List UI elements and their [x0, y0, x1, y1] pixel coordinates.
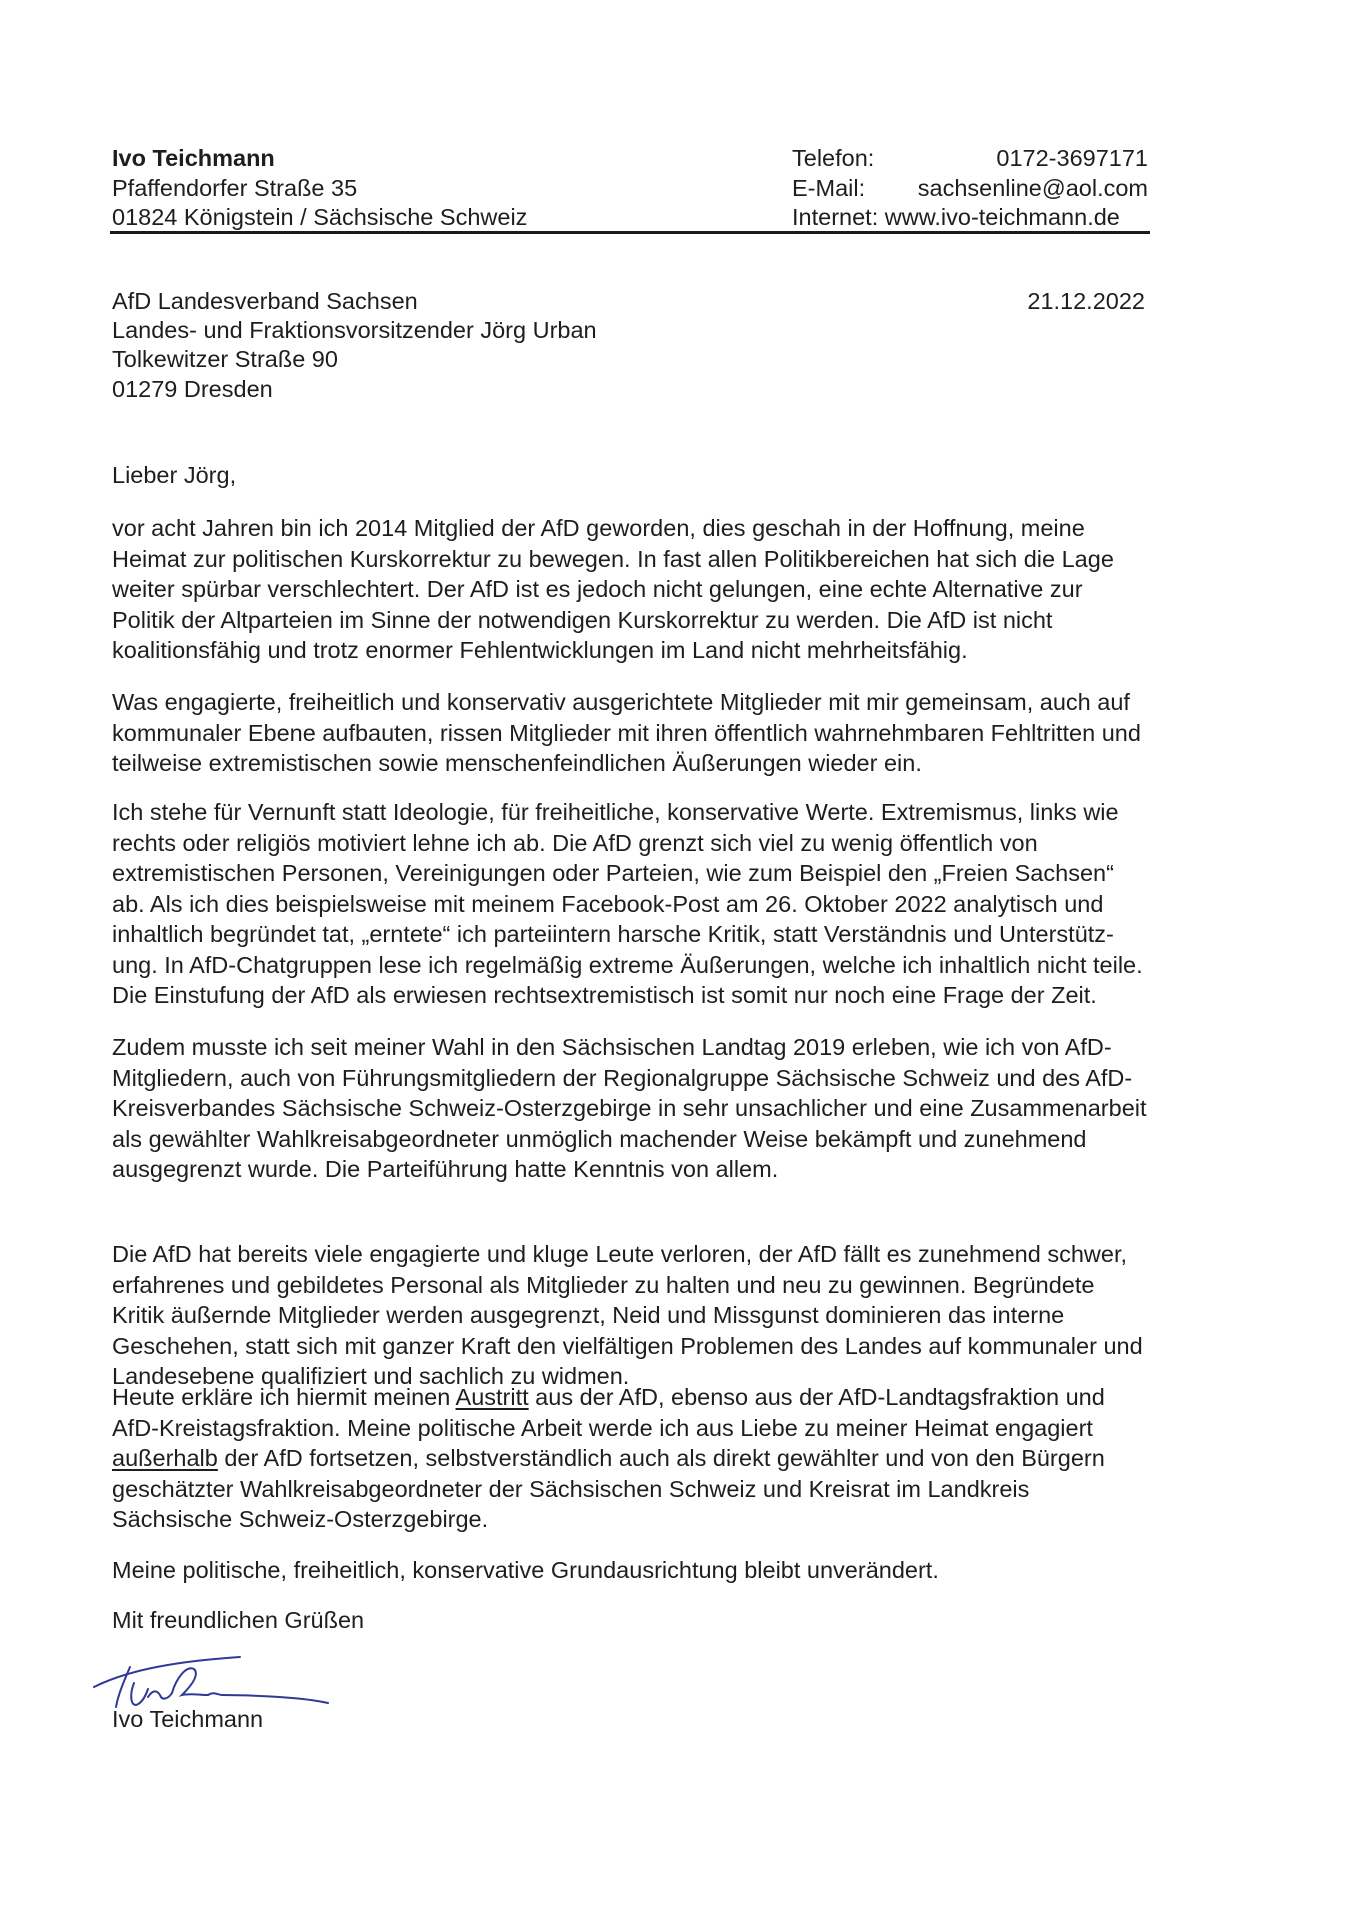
signatory-name: Ivo Teichmann	[112, 1706, 264, 1732]
recipient-line-1: AfD Landesverband Sachsen	[112, 288, 418, 314]
text-line: kommunaler Ebene aufbauten, rissen Mitglieder mit ihren öffentlich wahrnehmbaren Fehltritten und	[112, 719, 1141, 746]
text-line: AfD-Kreistagsfraktion. Meine politische Arbeit werde ich aus Liebe zu meiner Heimat engagiert	[112, 1414, 1093, 1441]
text-line: Die Einstufung der AfD als erwiesen rechtsextremistisch ist somit nur noch eine Frage der Zeit.	[112, 982, 1097, 1008]
text-line	[112, 1382, 1152, 1413]
text-fragment: der AfD fortsetzen, selbstverständlich auch als direkt gewählter und von den Bürgern	[217, 1445, 1105, 1471]
text-line: weiter spürbar verschlechtert. Der AfD ist es jedoch nicht gelungen, eine echte Alternative zur	[112, 576, 1083, 602]
text-line: Heimat zur politischen Kurskorrektur zu bewegen. In fast allen Politikbereichen hat sich die Lage	[112, 545, 1114, 572]
text-line: Geschehen, statt sich mit ganzer Kraft den vielfältigen Problemen des Landes auf kommunaler und	[112, 1332, 1143, 1359]
text-line: Landesebene qualifiziert und sachlich zu widmen.	[112, 1363, 630, 1389]
text-line: ung. In AfD-Chatgruppen lese ich regelmäßig extreme Äußerungen, welche ich inhaltlich nicht teile.	[112, 951, 1143, 978]
text-line: Die AfD hat bereits viele engagierte und kluge Leute verloren, der AfD fällt es zunehmend schwer,	[112, 1241, 1128, 1267]
recipient-line-2: Landes- und Fraktionsvorsitzender Jörg Urban	[112, 317, 597, 343]
text-line: geschätzter Wahlkreisabgeordneter der Sächsischen Schweiz und Kreisrat im Landkreis	[112, 1475, 1030, 1502]
phone-label: Telefon:	[792, 145, 875, 171]
text-line: vor acht Jahren bin ich 2014 Mitglied der AfD geworden, dies geschah in der Hoffnung, meine	[112, 515, 1085, 541]
text-line: Was engagierte, freiheitlich und konservativ ausgerichtete Mitglieder mit mir gemeinsam, auch auf	[112, 689, 1130, 715]
sender-city: 01824 Königstein / Sächsische Schweiz	[112, 204, 528, 230]
text-line: inhaltlich begründet tat, „erntete“ ich parteiintern harsche Kritik, statt Verständnis und Unterstütz-	[112, 921, 1114, 947]
paragraph-resignation	[112, 1382, 1152, 1535]
text-line: rechts oder religiös motiviert lehne ich ab. Die AfD grenzt sich viel zu wenig öffentlich von	[112, 829, 1038, 856]
text-line: Ich stehe für Vernunft statt Ideologie, für freiheitliche, konservative Werte. Extremismus, links wie	[112, 799, 1119, 825]
text-line: Kritik äußernde Mitglieder werden ausgegrenzt, Neid und Missgunst dominieren das interne	[112, 1302, 1065, 1328]
text-line: ab. Als ich dies beispielsweise mit meinem Facebook-Post am 26. Oktober 2022 analytisch und	[112, 890, 1104, 917]
final-statement: Meine politische, freiheitlich, konservative Grundausrichtung bleibt unverändert.	[112, 1557, 939, 1583]
paragraph-2	[112, 687, 1152, 779]
paragraph-5	[112, 1239, 1152, 1392]
text-line: als gewählter Wahlkreisabgeordneter unmöglich machender Weise bekämpft und zunehmend	[112, 1125, 1087, 1152]
text-line	[112, 1443, 1152, 1474]
contact-internet	[792, 202, 1120, 232]
phone-value: 0172-3697171	[996, 145, 1148, 171]
text-line: ausgegrenzt wurde. Die Parteiführung hatte Kenntnis von allem.	[112, 1156, 779, 1182]
sender-street: Pfaffendorfer Straße 35	[112, 175, 358, 201]
paragraph-4	[112, 1032, 1152, 1185]
letter-date: 21.12.2022	[1027, 288, 1145, 314]
recipient-line-4: 01279 Dresden	[112, 376, 273, 402]
text-line: Zudem musste ich seit meiner Wahl in den Sächsischen Landtag 2019 erleben, wie ich von AfD-	[112, 1034, 1112, 1060]
contact-phone	[792, 143, 1148, 173]
email-value: sachsenline@aol.com	[917, 175, 1148, 201]
letterhead-divider	[110, 231, 1150, 234]
text-line: Kreisverbandes Sächsische Schweiz-Osterzgebirge in sehr unsachlicher und eine Zusammenarbeit	[112, 1095, 1147, 1121]
email-label: E-Mail:	[792, 175, 866, 201]
recipient-line-3: Tolkewitzer Straße 90	[112, 346, 338, 372]
closing: Mit freundlichen Grüßen	[112, 1607, 365, 1633]
contact-email	[792, 173, 1148, 203]
ausserhalb-underlined: außerhalb	[112, 1445, 218, 1471]
internet-label: Internet:	[792, 204, 879, 230]
text-line: koalitionsfähig und trotz enormer Fehlentwicklungen im Land nicht mehrheitsfähig.	[112, 637, 968, 663]
paragraph-1	[112, 513, 1152, 666]
austritt-underlined: Austritt	[455, 1384, 529, 1410]
text-line: erfahrenes und gebildetes Personal als Mitglieder zu halten und neu zu gewinnen. Begründete	[112, 1271, 1095, 1298]
text-fragment: Heute erkläre ich hiermit meinen	[112, 1384, 456, 1410]
salutation: Lieber Jörg,	[112, 462, 237, 488]
text-line: Sächsische Schweiz-Osterzgebirge.	[112, 1506, 489, 1532]
text-line: Politik der Altparteien im Sinne der notwendigen Kurskorrektur zu werden. Die AfD ist nicht	[112, 606, 1053, 633]
text-fragment: aus der AfD, ebenso aus der AfD-Landtagsfraktion und	[528, 1384, 1105, 1410]
internet-value: www.ivo-teichmann.de	[884, 204, 1120, 230]
text-line: Mitgliedern, auch von Führungsmitgliedern der Regionalgruppe Sächsische Schweiz und des AfD-	[112, 1064, 1133, 1091]
text-line: teilweise extremistischen sowie menschenfeindlichen Äußerungen wieder ein.	[112, 750, 922, 776]
text-line: extremistischen Personen, Vereinigungen oder Parteien, wie zum Beispiel den „Freien Sachsen“	[112, 860, 1114, 886]
paragraph-3	[112, 797, 1152, 1011]
sender-name: Ivo Teichmann	[112, 145, 275, 171]
